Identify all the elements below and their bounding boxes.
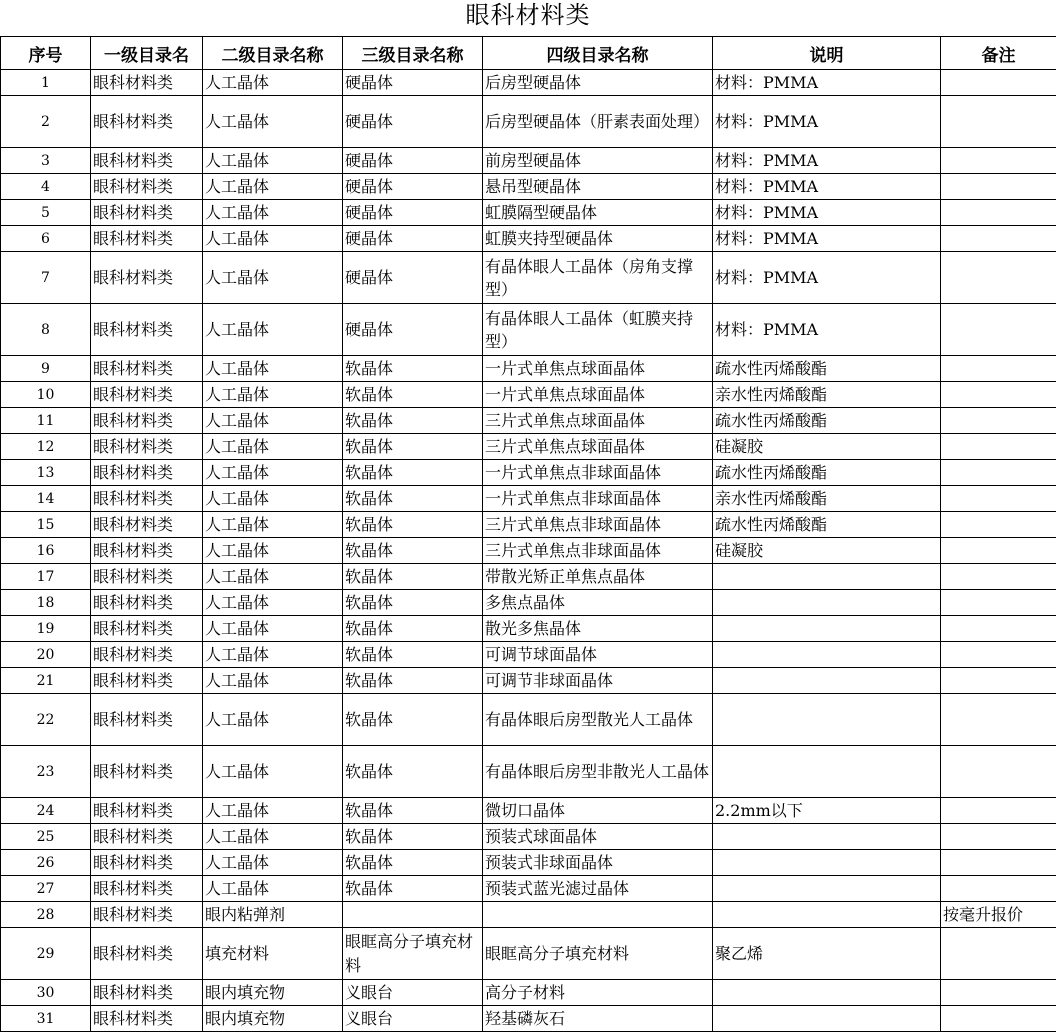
cell-level2: 人工晶体	[203, 642, 343, 668]
header-index: 序号	[1, 37, 91, 70]
cell-description: 硅凝胶	[713, 434, 941, 460]
cell-level1: 眼科材料类	[91, 1006, 203, 1032]
cell-description: 材料：PMMA	[713, 96, 941, 148]
cell-index: 31	[1, 1006, 91, 1032]
table-row	[1, 538, 1056, 564]
cell-description: 亲水性丙烯酸酯	[713, 382, 941, 408]
cell-level4: 微切口晶体	[483, 798, 713, 824]
cell-level4: 后房型硬晶体（肝素表面处理）	[483, 96, 713, 148]
header-level1: 一级目录名	[91, 37, 203, 70]
cell-description: 材料：PMMA	[713, 200, 941, 226]
table-row	[1, 460, 1056, 486]
table-row	[1, 1006, 1056, 1032]
cell-level1: 眼科材料类	[91, 174, 203, 200]
cell-remark	[941, 616, 1056, 642]
cell-level4: 有晶体眼后房型散光人工晶体	[483, 694, 713, 746]
cell-level3: 软晶体	[343, 616, 483, 642]
table-row	[1, 564, 1056, 590]
cell-description: 材料：PMMA	[713, 226, 941, 252]
cell-index: 26	[1, 850, 91, 876]
cell-level1: 眼科材料类	[91, 486, 203, 512]
cell-level3: 软晶体	[343, 408, 483, 434]
cell-remark	[941, 1006, 1056, 1032]
cell-description	[713, 1006, 941, 1032]
table-row	[1, 850, 1056, 876]
cell-description	[713, 824, 941, 850]
cell-index: 7	[1, 252, 91, 304]
cell-description: 材料：PMMA	[713, 304, 941, 356]
cell-level1: 眼科材料类	[91, 876, 203, 902]
cell-level4: 带散光矫正单焦点晶体	[483, 564, 713, 590]
table-row	[1, 668, 1056, 694]
cell-level3: 硬晶体	[343, 96, 483, 148]
cell-remark	[941, 96, 1056, 148]
cell-remark	[941, 200, 1056, 226]
cell-index: 10	[1, 382, 91, 408]
cell-level1: 眼科材料类	[91, 408, 203, 434]
cell-level2: 人工晶体	[203, 408, 343, 434]
cell-index: 20	[1, 642, 91, 668]
table-row	[1, 304, 1056, 356]
cell-level2: 人工晶体	[203, 668, 343, 694]
cell-level2: 人工晶体	[203, 70, 343, 96]
cell-description: 疏水性丙烯酸酯	[713, 512, 941, 538]
table-row	[1, 616, 1056, 642]
table-row	[1, 928, 1056, 980]
cell-description: 材料：PMMA	[713, 252, 941, 304]
cell-remark	[941, 174, 1056, 200]
cell-level2: 眼内填充物	[203, 1006, 343, 1032]
cell-level4: 虹膜夹持型硬晶体	[483, 226, 713, 252]
cell-remark	[941, 564, 1056, 590]
cell-level2: 人工晶体	[203, 356, 343, 382]
cell-level1: 眼科材料类	[91, 824, 203, 850]
cell-index: 3	[1, 148, 91, 174]
cell-level4: 一片式单焦点球面晶体	[483, 382, 713, 408]
cell-level2: 人工晶体	[203, 590, 343, 616]
cell-level1: 眼科材料类	[91, 96, 203, 148]
cell-remark	[941, 980, 1056, 1006]
cell-description: 疏水性丙烯酸酯	[713, 356, 941, 382]
cell-level1: 眼科材料类	[91, 434, 203, 460]
cell-level3: 软晶体	[343, 694, 483, 746]
cell-level3: 软晶体	[343, 356, 483, 382]
cell-level3: 软晶体	[343, 798, 483, 824]
cell-level3: 眼眶高分子填充材料	[343, 928, 483, 980]
cell-level1: 眼科材料类	[91, 512, 203, 538]
table-row	[1, 96, 1056, 148]
header-level2: 二级目录名称	[203, 37, 343, 70]
cell-description	[713, 616, 941, 642]
cell-level4	[483, 902, 713, 928]
cell-index: 29	[1, 928, 91, 980]
table-row	[1, 902, 1056, 928]
cell-level4: 眼眶高分子填充材料	[483, 928, 713, 980]
cell-remark	[941, 226, 1056, 252]
cell-level4: 有晶体眼人工晶体（房角支撑型）	[483, 252, 713, 304]
cell-index: 6	[1, 226, 91, 252]
cell-index: 22	[1, 694, 91, 746]
cell-level1: 眼科材料类	[91, 356, 203, 382]
cell-level3: 硬晶体	[343, 148, 483, 174]
table-row	[1, 382, 1056, 408]
header-level4: 四级目录名称	[483, 37, 713, 70]
cell-description	[713, 694, 941, 746]
cell-level3: 软晶体	[343, 512, 483, 538]
table-row	[1, 980, 1056, 1006]
cell-remark	[941, 928, 1056, 980]
table-row	[1, 148, 1056, 174]
cell-level4: 三片式单焦点球面晶体	[483, 434, 713, 460]
cell-description	[713, 902, 941, 928]
cell-level2: 人工晶体	[203, 200, 343, 226]
cell-remark	[941, 694, 1056, 746]
table-body	[1, 70, 1056, 1032]
cell-level4: 预装式球面晶体	[483, 824, 713, 850]
cell-level3: 硬晶体	[343, 304, 483, 356]
cell-level1: 眼科材料类	[91, 148, 203, 174]
cell-level1: 眼科材料类	[91, 980, 203, 1006]
table-row	[1, 876, 1056, 902]
cell-index: 25	[1, 824, 91, 850]
cell-level4: 有晶体眼后房型非散光人工晶体	[483, 746, 713, 798]
cell-level2: 人工晶体	[203, 486, 343, 512]
cell-level3: 软晶体	[343, 434, 483, 460]
cell-remark	[941, 642, 1056, 668]
cell-level2: 填充材料	[203, 928, 343, 980]
cell-level4: 三片式单焦点非球面晶体	[483, 538, 713, 564]
cell-level3: 软晶体	[343, 486, 483, 512]
cell-description: 疏水性丙烯酸酯	[713, 408, 941, 434]
cell-level4: 一片式单焦点非球面晶体	[483, 460, 713, 486]
cell-level2: 人工晶体	[203, 746, 343, 798]
cell-level4: 有晶体眼人工晶体（虹膜夹持型）	[483, 304, 713, 356]
table-row	[1, 694, 1056, 746]
cell-level1: 眼科材料类	[91, 850, 203, 876]
cell-index: 14	[1, 486, 91, 512]
header-row	[1, 37, 1056, 70]
cell-level2: 人工晶体	[203, 876, 343, 902]
cell-level3: 软晶体	[343, 668, 483, 694]
cell-level3: 硬晶体	[343, 200, 483, 226]
cell-level1: 眼科材料类	[91, 564, 203, 590]
cell-index: 30	[1, 980, 91, 1006]
cell-description	[713, 564, 941, 590]
cell-level4: 一片式单焦点非球面晶体	[483, 486, 713, 512]
cell-level1: 眼科材料类	[91, 460, 203, 486]
cell-remark	[941, 304, 1056, 356]
cell-index: 18	[1, 590, 91, 616]
cell-level2: 人工晶体	[203, 460, 343, 486]
cell-description	[713, 668, 941, 694]
cell-level1: 眼科材料类	[91, 200, 203, 226]
cell-description: 材料：PMMA	[713, 174, 941, 200]
cell-level2: 人工晶体	[203, 252, 343, 304]
cell-remark	[941, 252, 1056, 304]
cell-level2: 人工晶体	[203, 96, 343, 148]
cell-level4: 可调节球面晶体	[483, 642, 713, 668]
cell-index: 4	[1, 174, 91, 200]
cell-level3: 硬晶体	[343, 252, 483, 304]
table-row	[1, 512, 1056, 538]
cell-index: 17	[1, 564, 91, 590]
table-row	[1, 356, 1056, 382]
cell-level1: 眼科材料类	[91, 70, 203, 96]
cell-index: 16	[1, 538, 91, 564]
cell-level3: 软晶体	[343, 382, 483, 408]
cell-level2: 眼内填充物	[203, 980, 343, 1006]
cell-level3: 义眼台	[343, 980, 483, 1006]
cell-remark	[941, 460, 1056, 486]
table-row	[1, 434, 1056, 460]
table-row	[1, 174, 1056, 200]
cell-index: 21	[1, 668, 91, 694]
cell-level3: 软晶体	[343, 642, 483, 668]
cell-remark	[941, 746, 1056, 798]
catalog-table	[0, 36, 1056, 1032]
cell-remark	[941, 408, 1056, 434]
cell-description: 2.2mm以下	[713, 798, 941, 824]
cell-index: 12	[1, 434, 91, 460]
cell-level1: 眼科材料类	[91, 694, 203, 746]
cell-description: 材料：PMMA	[713, 148, 941, 174]
cell-remark	[941, 486, 1056, 512]
cell-level3: 软晶体	[343, 590, 483, 616]
cell-level1: 眼科材料类	[91, 252, 203, 304]
cell-remark	[941, 668, 1056, 694]
cell-remark	[941, 382, 1056, 408]
cell-level4: 高分子材料	[483, 980, 713, 1006]
cell-index: 15	[1, 512, 91, 538]
cell-level3: 软晶体	[343, 538, 483, 564]
cell-index: 11	[1, 408, 91, 434]
cell-remark	[941, 148, 1056, 174]
cell-level4: 三片式单焦点球面晶体	[483, 408, 713, 434]
cell-remark	[941, 850, 1056, 876]
cell-level2: 人工晶体	[203, 226, 343, 252]
cell-level3: 软晶体	[343, 746, 483, 798]
cell-level2: 眼内粘弹剂	[203, 902, 343, 928]
cell-level3: 软晶体	[343, 460, 483, 486]
cell-level3: 硬晶体	[343, 226, 483, 252]
cell-index: 1	[1, 70, 91, 96]
cell-level4: 散光多焦晶体	[483, 616, 713, 642]
header-remark: 备注	[941, 37, 1056, 70]
cell-level1: 眼科材料类	[91, 642, 203, 668]
cell-remark	[941, 434, 1056, 460]
table-row	[1, 70, 1056, 96]
table-row	[1, 590, 1056, 616]
cell-remark	[941, 876, 1056, 902]
cell-level2: 人工晶体	[203, 824, 343, 850]
cell-level4: 羟基磷灰石	[483, 1006, 713, 1032]
cell-level1: 眼科材料类	[91, 538, 203, 564]
cell-level4: 预装式非球面晶体	[483, 850, 713, 876]
cell-level2: 人工晶体	[203, 538, 343, 564]
cell-description: 疏水性丙烯酸酯	[713, 460, 941, 486]
document-title: 眼科材料类	[0, 0, 1056, 36]
cell-remark	[941, 798, 1056, 824]
cell-level4: 前房型硬晶体	[483, 148, 713, 174]
table-row	[1, 408, 1056, 434]
cell-description	[713, 590, 941, 616]
cell-level4: 可调节非球面晶体	[483, 668, 713, 694]
cell-level1: 眼科材料类	[91, 226, 203, 252]
table-row	[1, 486, 1056, 512]
table-row	[1, 824, 1056, 850]
cell-level3: 软晶体	[343, 564, 483, 590]
table-row	[1, 746, 1056, 798]
cell-level1: 眼科材料类	[91, 382, 203, 408]
cell-description	[713, 642, 941, 668]
header-description: 说明	[713, 37, 941, 70]
cell-level3: 硬晶体	[343, 70, 483, 96]
table-row	[1, 642, 1056, 668]
cell-level2: 人工晶体	[203, 382, 343, 408]
cell-level3: 软晶体	[343, 850, 483, 876]
cell-level2: 人工晶体	[203, 512, 343, 538]
cell-level2: 人工晶体	[203, 694, 343, 746]
cell-level3	[343, 902, 483, 928]
cell-remark	[941, 590, 1056, 616]
cell-level4: 预装式蓝光滤过晶体	[483, 876, 713, 902]
cell-level2: 人工晶体	[203, 304, 343, 356]
cell-level4: 悬吊型硬晶体	[483, 174, 713, 200]
cell-level2: 人工晶体	[203, 148, 343, 174]
cell-remark	[941, 824, 1056, 850]
cell-level2: 人工晶体	[203, 434, 343, 460]
cell-index: 24	[1, 798, 91, 824]
cell-level3: 软晶体	[343, 876, 483, 902]
table-row	[1, 798, 1056, 824]
cell-level4: 三片式单焦点非球面晶体	[483, 512, 713, 538]
cell-level2: 人工晶体	[203, 564, 343, 590]
table-row	[1, 200, 1056, 226]
table-row	[1, 252, 1056, 304]
cell-level1: 眼科材料类	[91, 902, 203, 928]
cell-level4: 多焦点晶体	[483, 590, 713, 616]
cell-remark	[941, 538, 1056, 564]
cell-level2: 人工晶体	[203, 616, 343, 642]
cell-level2: 人工晶体	[203, 174, 343, 200]
cell-level3: 软晶体	[343, 824, 483, 850]
cell-level1: 眼科材料类	[91, 746, 203, 798]
cell-description: 聚乙烯	[713, 928, 941, 980]
cell-level3: 硬晶体	[343, 174, 483, 200]
cell-index: 23	[1, 746, 91, 798]
cell-level2: 人工晶体	[203, 798, 343, 824]
cell-level1: 眼科材料类	[91, 798, 203, 824]
cell-index: 8	[1, 304, 91, 356]
cell-level1: 眼科材料类	[91, 304, 203, 356]
header-level3: 三级目录名称	[343, 37, 483, 70]
cell-level1: 眼科材料类	[91, 616, 203, 642]
cell-level3: 义眼台	[343, 1006, 483, 1032]
cell-description	[713, 980, 941, 1006]
cell-level1: 眼科材料类	[91, 590, 203, 616]
cell-description	[713, 746, 941, 798]
cell-level1: 眼科材料类	[91, 928, 203, 980]
cell-level4: 一片式单焦点球面晶体	[483, 356, 713, 382]
cell-index: 27	[1, 876, 91, 902]
cell-level4: 后房型硬晶体	[483, 70, 713, 96]
table-row	[1, 226, 1056, 252]
cell-index: 2	[1, 96, 91, 148]
cell-index: 13	[1, 460, 91, 486]
cell-description: 材料：PMMA	[713, 70, 941, 96]
cell-index: 19	[1, 616, 91, 642]
cell-description: 亲水性丙烯酸酯	[713, 486, 941, 512]
cell-remark	[941, 512, 1056, 538]
cell-description	[713, 850, 941, 876]
cell-index: 9	[1, 356, 91, 382]
cell-remark	[941, 356, 1056, 382]
cell-level4: 虹膜隔型硬晶体	[483, 200, 713, 226]
cell-level2: 人工晶体	[203, 850, 343, 876]
cell-remark	[941, 70, 1056, 96]
cell-index: 28	[1, 902, 91, 928]
cell-description: 硅凝胶	[713, 538, 941, 564]
cell-level1: 眼科材料类	[91, 668, 203, 694]
cell-remark: 按毫升报价	[941, 902, 1056, 928]
cell-description	[713, 876, 941, 902]
cell-index: 5	[1, 200, 91, 226]
